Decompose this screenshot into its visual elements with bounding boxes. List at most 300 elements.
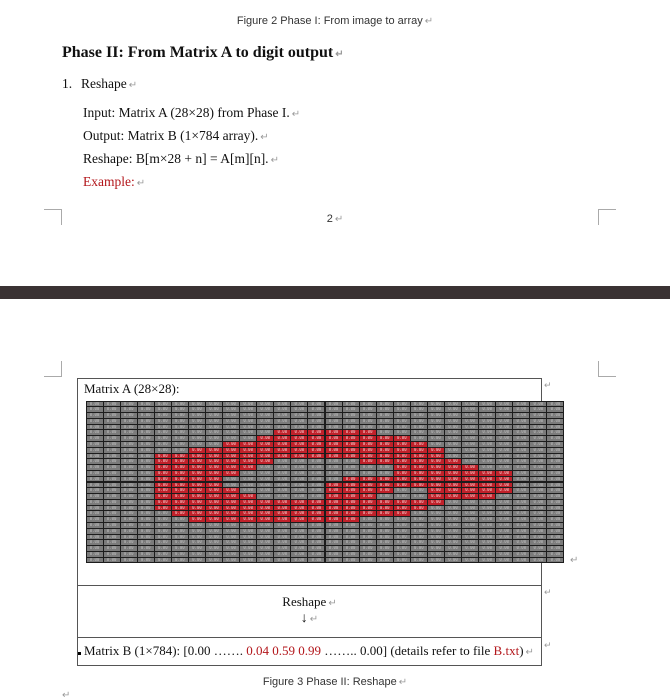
matrix-cell: 0.00 xyxy=(428,407,444,412)
matrix-cell: 0.00 xyxy=(343,459,359,464)
matrix-cell: 0.00 xyxy=(308,465,324,470)
matrix-cell: 0.00 xyxy=(87,511,103,516)
matrix-cell: 0.00 xyxy=(513,535,529,540)
matrix-cell: 0.00 xyxy=(291,529,307,534)
matrix-cell-active: 0.00 xyxy=(360,494,376,499)
matrix-cell: 0.00 xyxy=(479,425,495,430)
matrix-cell: 0.00 xyxy=(513,465,529,470)
matrix-cell: 0.00 xyxy=(274,546,290,551)
matrix-cell: 0.00 xyxy=(240,552,256,557)
matrix-cell: 0.00 xyxy=(360,465,376,470)
matrix-cell: 0.00 xyxy=(360,546,376,551)
matrix-cell: 0.00 xyxy=(121,430,137,435)
matrix-cell: 0.00 xyxy=(104,523,120,528)
matrix-cell-active: 0.00 xyxy=(445,494,461,499)
matrix-cell: 0.00 xyxy=(308,425,324,430)
paragraph-mark: ↵ xyxy=(309,614,319,625)
matrix-cell: 0.00 xyxy=(121,448,137,453)
matrix-cell-active: 0.00 xyxy=(189,517,205,522)
matrix-cell: 0.00 xyxy=(121,523,137,528)
matrix-cell: 0.00 xyxy=(479,407,495,412)
matrix-cell: 0.00 xyxy=(121,511,137,516)
matrix-cell: 0.00 xyxy=(530,540,546,545)
matrix-cell: 0.00 xyxy=(479,540,495,545)
reshape-formula-line: Reshape: B[m×28 + n] = A[m][n]. ↵ xyxy=(83,151,279,166)
matrix-cell: 0.00 xyxy=(155,413,171,418)
matrix-cell: 0.00 xyxy=(479,442,495,447)
matrix-cell: 0.00 xyxy=(121,483,137,488)
matrix-cell: 0.00 xyxy=(479,459,495,464)
matrix-cell: 0.00 xyxy=(513,430,529,435)
matrix-cell: 0.00 xyxy=(343,529,359,534)
matrix-cell: 0.00 xyxy=(121,552,137,557)
matrix-cell: 0.00 xyxy=(308,413,324,418)
matrix-cell-active: 0.00 xyxy=(291,506,307,511)
matrix-cell: 0.00 xyxy=(240,402,256,407)
matrix-cell-active: 0.00 xyxy=(411,465,427,470)
matrix-cell-active: 0.00 xyxy=(462,465,478,470)
matrix-cell: 0.00 xyxy=(121,402,137,407)
matrix-cell-active: 0.00 xyxy=(206,483,222,488)
matrix-cell: 0.00 xyxy=(291,523,307,528)
matrix-cell: 0.00 xyxy=(530,529,546,534)
matrix-cell: 0.00 xyxy=(428,517,444,522)
matrix-cell: 0.00 xyxy=(411,402,427,407)
matrix-cell: 0.00 xyxy=(513,494,529,499)
matrix-cell: 0.00 xyxy=(530,523,546,528)
matrix-cell: 0.00 xyxy=(513,552,529,557)
matrix-cell-active: 0.00 xyxy=(360,488,376,493)
matrix-cell: 0.00 xyxy=(479,454,495,459)
matrix-cell-active: 0.00 xyxy=(394,448,410,453)
matrix-cell: 0.00 xyxy=(87,494,103,499)
matrix-cell-active: 0.00 xyxy=(462,488,478,493)
matrix-cell: 0.00 xyxy=(274,465,290,470)
matrix-cell: 0.00 xyxy=(206,546,222,551)
matrix-cell: 0.00 xyxy=(462,558,478,563)
matrix-cell-active: 0.00 xyxy=(189,471,205,476)
matrix-cell: 0.00 xyxy=(411,535,427,540)
matrix-cell: 0.00 xyxy=(479,523,495,528)
matrix-cell: 0.00 xyxy=(394,419,410,424)
matrix-cell-active: 0.00 xyxy=(377,448,393,453)
matrix-cell: 0.00 xyxy=(257,402,273,407)
matrix-cell: 0.00 xyxy=(530,448,546,453)
matrix-cell: 0.00 xyxy=(206,540,222,545)
matrix-cell: 0.00 xyxy=(377,540,393,545)
matrix-cell-active: 0.00 xyxy=(394,459,410,464)
matrix-cell: 0.00 xyxy=(326,529,342,534)
matrix-cell: 0.00 xyxy=(138,552,154,557)
matrix-cell-active: 0.00 xyxy=(155,465,171,470)
matrix-cell: 0.00 xyxy=(445,448,461,453)
matrix-cell-active: 0.00 xyxy=(343,488,359,493)
matrix-cell: 0.00 xyxy=(308,459,324,464)
list-item-reshape xyxy=(62,76,137,92)
matrix-cell-active: 0.00 xyxy=(428,459,444,464)
reshape-label: Reshape ↵ xyxy=(282,594,337,609)
matrix-cell: 0.00 xyxy=(291,488,307,493)
matrix-cell: 0.00 xyxy=(240,488,256,493)
matrix-cell-active: 0.00 xyxy=(479,483,495,488)
matrix-cell-active: 0.00 xyxy=(496,477,512,482)
matrix-cell: 0.00 xyxy=(360,558,376,563)
matrix-cell: 0.00 xyxy=(87,413,103,418)
matrix-cell: 0.00 xyxy=(104,402,120,407)
matrix-cell: 0.00 xyxy=(206,407,222,412)
matrix-cell: 0.00 xyxy=(308,419,324,424)
matrix-cell: 0.00 xyxy=(155,529,171,534)
matrix-cell: 0.00 xyxy=(513,419,529,424)
matrix-cell-active: 0.00 xyxy=(206,477,222,482)
matrix-cell: 0.00 xyxy=(445,517,461,522)
matrix-cell-active: 0.00 xyxy=(206,448,222,453)
matrix-cell-active: 0.00 xyxy=(291,442,307,447)
matrix-cell: 0.00 xyxy=(530,419,546,424)
output-line: Output: Matrix B (1×784 array). ↵ xyxy=(83,128,269,143)
matrix-cell: 0.00 xyxy=(360,407,376,412)
matrix-cell-active: 0.00 xyxy=(189,488,205,493)
matrix-cell: 0.00 xyxy=(291,483,307,488)
matrix-cell-active: 0.00 xyxy=(394,465,410,470)
matrix-cell: 0.00 xyxy=(138,540,154,545)
matrix-cell-active: 0.00 xyxy=(172,494,188,499)
matrix-cell: 0.00 xyxy=(172,546,188,551)
matrix-cell: 0.00 xyxy=(223,535,239,540)
matrix-a-label: Matrix A (28×28): xyxy=(84,381,180,396)
matrix-cell: 0.00 xyxy=(411,540,427,545)
matrix-cell: 0.00 xyxy=(104,511,120,516)
matrix-cell: 0.00 xyxy=(291,471,307,476)
matrix-cell: 0.00 xyxy=(240,529,256,534)
matrix-cell: 0.00 xyxy=(411,517,427,522)
matrix-cell-active: 0.00 xyxy=(428,500,444,505)
matrix-cell: 0.00 xyxy=(138,523,154,528)
matrix-cell-active: 0.00 xyxy=(394,436,410,441)
matrix-cell-active: 0.00 xyxy=(257,506,273,511)
matrix-cell-active: 0.00 xyxy=(411,442,427,447)
matrix-cell: 0.00 xyxy=(326,540,342,545)
matrix-cell: 0.00 xyxy=(138,529,154,534)
matrix-cell: 0.00 xyxy=(121,413,137,418)
matrix-cell: 0.00 xyxy=(411,413,427,418)
matrix-cell: 0.00 xyxy=(411,552,427,557)
matrix-cell: 0.00 xyxy=(547,413,563,418)
matrix-cell: 0.00 xyxy=(530,535,546,540)
matrix-cell: 0.00 xyxy=(530,407,546,412)
matrix-cell: 0.00 xyxy=(394,546,410,551)
matrix-cell: 0.00 xyxy=(104,407,120,412)
matrix-cell: 0.00 xyxy=(87,558,103,563)
matrix-cell: 0.00 xyxy=(291,419,307,424)
matrix-cell: 0.00 xyxy=(189,552,205,557)
matrix-cell-active: 0.00 xyxy=(240,517,256,522)
matrix-cell: 0.00 xyxy=(121,517,137,522)
matrix-cell: 0.00 xyxy=(496,448,512,453)
matrix-b-cell xyxy=(78,638,541,665)
matrix-cell: 0.00 xyxy=(411,407,427,412)
matrix-cell: 0.00 xyxy=(104,529,120,534)
matrix-cell: 0.00 xyxy=(462,448,478,453)
matrix-cell-active: 0.00 xyxy=(462,477,478,482)
matrix-cell: 0.00 xyxy=(360,425,376,430)
paragraph-mark: ↵ xyxy=(136,178,146,189)
matrix-cell: 0.00 xyxy=(479,546,495,551)
matrix-cell-active: 0.00 xyxy=(308,436,324,441)
matrix-cell: 0.00 xyxy=(462,523,478,528)
matrix-cell: 0.00 xyxy=(428,546,444,551)
matrix-cell-active: 0.00 xyxy=(240,448,256,453)
matrix-cell: 0.00 xyxy=(87,465,103,470)
matrix-cell-active: 0.00 xyxy=(377,477,393,482)
matrix-cell: 0.00 xyxy=(496,529,512,534)
matrix-cell: 0.00 xyxy=(377,529,393,534)
matrix-cell-active: 0.00 xyxy=(172,506,188,511)
matrix-cell: 0.00 xyxy=(223,436,239,441)
matrix-cell-active: 0.00 xyxy=(308,500,324,505)
matrix-cell-active: 0.00 xyxy=(360,477,376,482)
matrix-cell: 0.00 xyxy=(445,402,461,407)
matrix-cell: 0.00 xyxy=(326,546,342,551)
matrix-cell: 0.00 xyxy=(104,430,120,435)
matrix-cell: 0.00 xyxy=(496,546,512,551)
matrix-cell: 0.00 xyxy=(496,517,512,522)
matrix-cell-active: 0.00 xyxy=(343,506,359,511)
matrix-cell: 0.00 xyxy=(308,407,324,412)
matrix-cell: 0.00 xyxy=(479,402,495,407)
matrix-cell-active: 0.00 xyxy=(291,430,307,435)
matrix-cell: 0.00 xyxy=(138,425,154,430)
matrix-cell: 0.00 xyxy=(496,511,512,516)
matrix-cell: 0.00 xyxy=(547,488,563,493)
matrix-cell: 0.00 xyxy=(138,465,154,470)
matrix-cell: 0.00 xyxy=(121,419,137,424)
matrix-cell: 0.00 xyxy=(547,442,563,447)
matrix-cell-active: 0.00 xyxy=(206,488,222,493)
matrix-cell: 0.00 xyxy=(377,494,393,499)
matrix-cell: 0.00 xyxy=(496,552,512,557)
matrix-cell: 0.00 xyxy=(377,425,393,430)
matrix-cell: 0.00 xyxy=(343,413,359,418)
matrix-cell: 0.00 xyxy=(547,552,563,557)
matrix-cell-active: 0.00 xyxy=(360,436,376,441)
matrix-cell-active: 0.00 xyxy=(394,477,410,482)
matrix-cell: 0.00 xyxy=(155,511,171,516)
matrix-cell: 0.00 xyxy=(274,425,290,430)
matrix-cell: 0.00 xyxy=(189,407,205,412)
matrix-cell-active: 0.00 xyxy=(326,494,342,499)
matrix-cell-active: 0.00 xyxy=(308,517,324,522)
matrix-cell: 0.00 xyxy=(547,419,563,424)
matrix-cell: 0.00 xyxy=(308,494,324,499)
matrix-cell: 0.00 xyxy=(360,529,376,534)
matrix-cell: 0.00 xyxy=(377,402,393,407)
matrix-cell-active: 0.00 xyxy=(240,442,256,447)
matrix-cell: 0.00 xyxy=(530,459,546,464)
matrix-cell: 0.00 xyxy=(428,430,444,435)
matrix-cell-active: 0.00 xyxy=(189,448,205,453)
matrix-cell: 0.00 xyxy=(138,494,154,499)
matrix-cell: 0.00 xyxy=(445,436,461,441)
matrix-cell-active: 0.00 xyxy=(343,517,359,522)
matrix-cell-active: 0.00 xyxy=(206,471,222,476)
paragraph-mark: ↵ xyxy=(334,214,344,225)
matrix-cell: 0.00 xyxy=(360,523,376,528)
list-number: 1. xyxy=(62,76,73,91)
matrix-cell: 0.00 xyxy=(513,523,529,528)
margin-corner-mark xyxy=(598,361,616,377)
matrix-cell: 0.00 xyxy=(428,523,444,528)
matrix-cell: 0.00 xyxy=(257,425,273,430)
matrix-cell: 0.00 xyxy=(189,535,205,540)
matrix-cell: 0.00 xyxy=(240,523,256,528)
matrix-cell: 0.00 xyxy=(530,506,546,511)
matrix-cell: 0.00 xyxy=(411,523,427,528)
matrix-cell-active: 0.00 xyxy=(308,454,324,459)
matrix-cell: 0.00 xyxy=(343,407,359,412)
matrix-cell: 0.00 xyxy=(394,494,410,499)
matrix-cell-active: 0.00 xyxy=(479,471,495,476)
matrix-cell-active: 0.00 xyxy=(428,483,444,488)
matrix-cell: 0.00 xyxy=(274,529,290,534)
matrix-cell: 0.00 xyxy=(496,558,512,563)
matrix-cell: 0.00 xyxy=(377,465,393,470)
matrix-cell-active: 0.00 xyxy=(343,454,359,459)
matrix-cell: 0.00 xyxy=(530,442,546,447)
paragraph-mark: ↵ xyxy=(525,647,534,658)
matrix-cell: 0.00 xyxy=(547,494,563,499)
matrix-cell: 0.00 xyxy=(326,407,342,412)
matrix-cell-active: 0.00 xyxy=(206,506,222,511)
matrix-cell-active: 0.00 xyxy=(257,517,273,522)
matrix-cell: 0.00 xyxy=(479,529,495,534)
matrix-cell: 0.00 xyxy=(223,546,239,551)
matrix-cell-active: 0.00 xyxy=(172,500,188,505)
matrix-cell: 0.00 xyxy=(343,552,359,557)
matrix-cell-active: 0.00 xyxy=(291,517,307,522)
matrix-cell: 0.00 xyxy=(189,523,205,528)
matrix-cell: 0.00 xyxy=(308,552,324,557)
matrix-cell: 0.00 xyxy=(343,535,359,540)
matrix-cell-active: 0.00 xyxy=(172,483,188,488)
matrix-cell: 0.00 xyxy=(155,425,171,430)
matrix-cell: 0.00 xyxy=(206,558,222,563)
matrix-cell: 0.00 xyxy=(274,413,290,418)
matrix-cell: 0.00 xyxy=(121,546,137,551)
matrix-cell: 0.00 xyxy=(104,546,120,551)
matrix-cell: 0.00 xyxy=(513,517,529,522)
matrix-cell: 0.00 xyxy=(87,523,103,528)
matrix-cell: 0.00 xyxy=(155,517,171,522)
matrix-cell: 0.00 xyxy=(155,540,171,545)
figure-3-table xyxy=(77,378,579,666)
matrix-cell: 0.00 xyxy=(462,540,478,545)
matrix-cell: 0.00 xyxy=(223,407,239,412)
matrix-cell: 0.00 xyxy=(377,558,393,563)
matrix-cell-active: 0.00 xyxy=(394,506,410,511)
matrix-cell: 0.00 xyxy=(291,540,307,545)
matrix-cell: 0.00 xyxy=(274,558,290,563)
matrix-cell: 0.00 xyxy=(223,483,239,488)
matrix-cell: 0.00 xyxy=(308,529,324,534)
matrix-cell: 0.00 xyxy=(189,425,205,430)
matrix-cell-active: 0.00 xyxy=(428,465,444,470)
matrix-cell: 0.00 xyxy=(223,413,239,418)
matrix-cell-active: 0.00 xyxy=(274,436,290,441)
matrix-cell: 0.00 xyxy=(189,419,205,424)
matrix-cell: 0.00 xyxy=(445,558,461,563)
matrix-cell: 0.00 xyxy=(428,535,444,540)
matrix-cell: 0.00 xyxy=(547,436,563,441)
matrix-cell: 0.00 xyxy=(223,540,239,545)
matrix-cell: 0.00 xyxy=(308,558,324,563)
matrix-cell-active: 0.00 xyxy=(223,471,239,476)
matrix-cell-active: 0.00 xyxy=(394,483,410,488)
matrix-cell-active: 0.00 xyxy=(189,459,205,464)
matrix-cell: 0.00 xyxy=(121,459,137,464)
matrix-cell-active: 0.00 xyxy=(377,511,393,516)
matrix-cell: 0.00 xyxy=(479,436,495,441)
matrix-cell-active: 0.00 xyxy=(445,459,461,464)
matrix-cell: 0.00 xyxy=(172,448,188,453)
matrix-cell: 0.00 xyxy=(138,413,154,418)
example-label: Example: ↵ xyxy=(83,174,146,189)
matrix-cell-active: 0.00 xyxy=(240,511,256,516)
matrix-cell-active: 0.00 xyxy=(326,488,342,493)
matrix-cell-active: 0.00 xyxy=(377,488,393,493)
matrix-cell: 0.00 xyxy=(223,402,239,407)
matrix-cell: 0.00 xyxy=(172,442,188,447)
matrix-cell: 0.00 xyxy=(462,442,478,447)
matrix-cell: 0.00 xyxy=(274,407,290,412)
matrix-cell-active: 0.00 xyxy=(428,471,444,476)
matrix-cell: 0.00 xyxy=(462,546,478,551)
matrix-cell-active: 0.00 xyxy=(223,511,239,516)
matrix-cell: 0.00 xyxy=(530,402,546,407)
matrix-cell: 0.00 xyxy=(343,425,359,430)
matrix-cell-active: 0.00 xyxy=(377,454,393,459)
matrix-cell: 0.00 xyxy=(530,511,546,516)
matrix-cell: 0.00 xyxy=(496,535,512,540)
matrix-cell: 0.00 xyxy=(428,442,444,447)
matrix-cell-active: 0.00 xyxy=(308,506,324,511)
reshape-cell xyxy=(78,586,541,638)
matrix-cell-active: 0.00 xyxy=(377,442,393,447)
matrix-cell: 0.00 xyxy=(445,500,461,505)
matrix-cell: 0.00 xyxy=(172,540,188,545)
matrix-cell: 0.00 xyxy=(394,558,410,563)
matrix-cell: 0.00 xyxy=(87,471,103,476)
matrix-cell: 0.00 xyxy=(121,477,137,482)
matrix-cell-active: 0.00 xyxy=(240,506,256,511)
matrix-cell-active: 0.00 xyxy=(326,454,342,459)
matrix-cell: 0.00 xyxy=(530,454,546,459)
matrix-cell: 0.00 xyxy=(343,465,359,470)
matrix-cell: 0.00 xyxy=(308,535,324,540)
section-heading: Phase II: From Matrix A to digit output ↵ xyxy=(62,44,344,61)
matrix-cell: 0.00 xyxy=(138,471,154,476)
matrix-cell: 0.00 xyxy=(172,436,188,441)
matrix-cell: 0.00 xyxy=(428,436,444,441)
matrix-cell: 0.00 xyxy=(479,558,495,563)
matrix-cell: 0.00 xyxy=(206,442,222,447)
matrix-cell: 0.00 xyxy=(445,540,461,545)
matrix-cell: 0.00 xyxy=(155,402,171,407)
matrix-cell: 0.00 xyxy=(104,448,120,453)
matrix-b-highlight: 0.04 0.59 0.99 xyxy=(246,643,321,658)
matrix-cell-active: 0.00 xyxy=(155,459,171,464)
matrix-cell-active: 0.00 xyxy=(326,506,342,511)
